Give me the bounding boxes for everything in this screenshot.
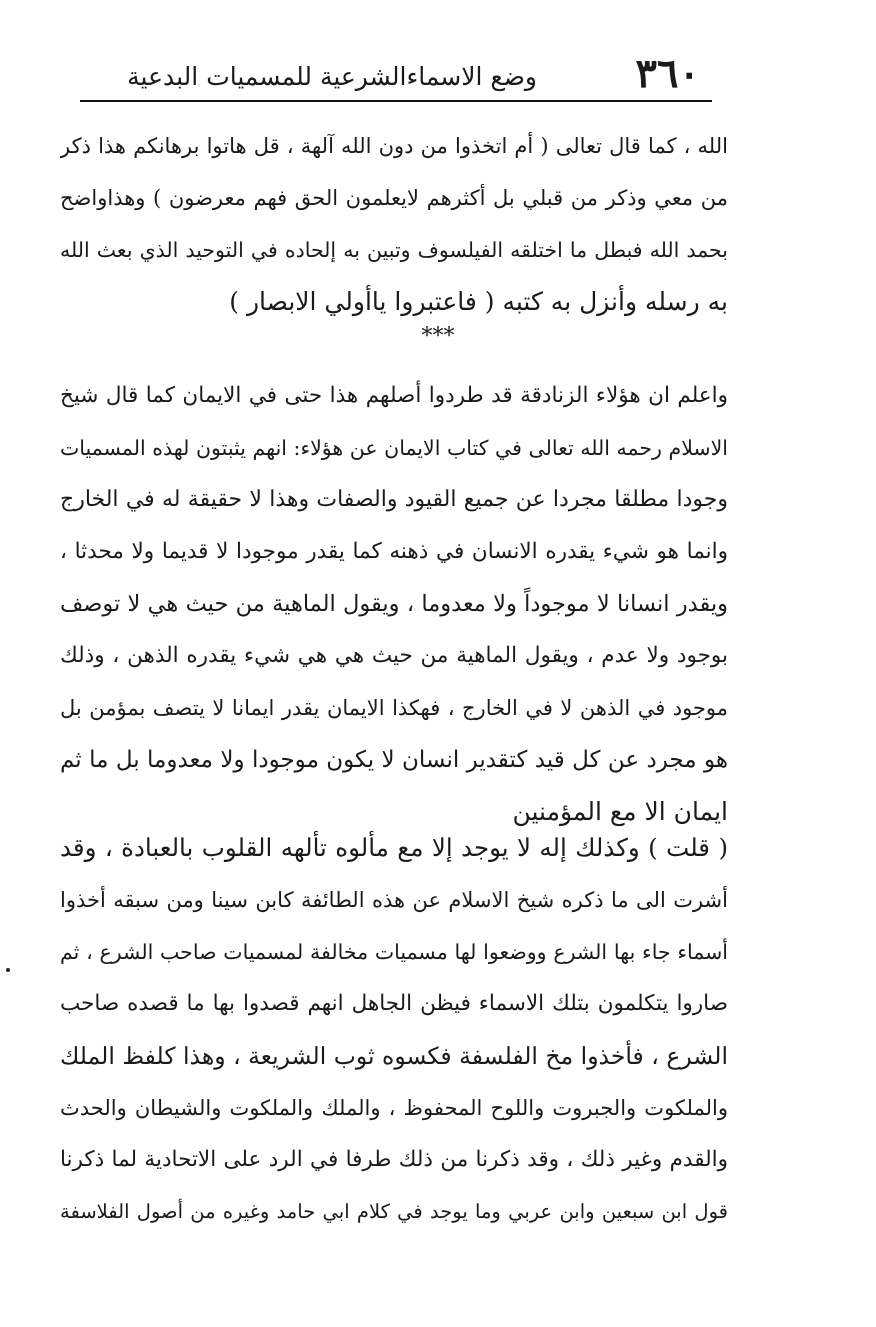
text-line: موجود في الذهن لا في الخارج ، فهكذا الايمان يقدر ايمانا لا يتصف بمؤمن بل xyxy=(60,696,728,720)
paragraph-3 xyxy=(60,822,728,1238)
text-line: ( قلت ) وكذلك إله لا يوجد إلا مع مألوه تألهه القلوب بالعبادة ، وقد xyxy=(60,833,728,862)
text-line: بحمد الله فبطل ما اختلقه الفيلسوف وتبين به إلحاده في التوحيد الذي بعث الله xyxy=(60,238,728,262)
text-line: واعلم ان هؤلاء الزنادقة قد طردوا أصلهم هذا حتى في الايمان كما قال شيخ xyxy=(60,383,728,408)
paragraph-2 xyxy=(60,370,728,838)
text-line: الشرع ، فأخذوا مخ الفلسفة فكسوه ثوب الشريعة ، وهذا كلفظ الملك xyxy=(60,1042,728,1070)
text-line: بوجود ولا عدم ، ويقول الماهية من حيث هي هي شيء يقدره الذهن ، وذلك xyxy=(60,643,728,668)
text-line: والقدم وغير ذلك ، وقد ذكرنا من ذلك طرفا في الرد على الاتحادية لما ذكرنا xyxy=(60,1147,728,1172)
running-title: وضع الاسماءالشرعية للمسميات البدعية xyxy=(127,62,537,91)
page-header xyxy=(80,48,712,104)
text-line: ويقدر انسانا لا موجوداً ولا معدوما ، ويقول الماهية من حيث هي لا توصف xyxy=(60,591,728,617)
text-line: أشرت الى ما ذكره شيخ الاسلام عن هذه الطائفة كابن سينا ومن سبقه أخذوا xyxy=(60,888,728,912)
text-line: الاسلام رحمه الله تعالى في كتاب الايمان عن هؤلاء: انهم يثبتون لهذه المسميات xyxy=(60,436,728,460)
section-separator: *** xyxy=(421,324,455,349)
text-line: وجودا مطلقا مجردا عن جميع القيود والصفات وهذا لا حقيقة له في الخارج xyxy=(60,487,728,512)
text-line: ايمان الا مع المؤمنين xyxy=(512,797,728,826)
paragraph-1 xyxy=(60,120,728,328)
text-line: أسماء جاء بها الشرع ووضعوا لها مسميات مخالفة لمسميات صاحب الشرع ، ثم xyxy=(60,940,728,964)
page-number: ٣٦٠ xyxy=(635,50,700,97)
text-line: من معي وذكر من قبلي بل أكثرهم لايعلمون الحق فهم معرضون ) وهذاواضح xyxy=(60,186,728,210)
text-line: به رسله وأنزل به كتبه ( فاعتبروا ياأولي الابصار ) xyxy=(229,287,728,316)
text-line: قول ابن سبعين وابن عربي وما يوجد في كلام ابي حامد وغيره من أصول الفلاسفة xyxy=(60,1200,728,1223)
text-line: والملكوت والجبروت واللوح المحفوظ ، والملك والملكوت والشيطان والحدث xyxy=(60,1096,728,1120)
text-line: صاروا يتكلمون بتلك الاسماء فيظن الجاهل انهم قصدوا بها ما قصده صاحب xyxy=(60,991,728,1016)
text-line: الله ، كما قال تعالى ( أم اتخذوا من دون الله آلهة ، قل هاتوا برهانكم هذا ذكر xyxy=(60,134,728,158)
text-line: هو مجرد عن كل قيد كتقدير انسان لا يكون موجودا ولا معدوما بل ما ثم xyxy=(60,747,728,773)
scan-speck xyxy=(6,968,10,972)
text-line: وانما هو شيء يقدره الانسان في ذهنه كما يقدر موجودا لا قديما ولا محدثا ، xyxy=(60,539,728,564)
header-rule xyxy=(80,100,712,102)
